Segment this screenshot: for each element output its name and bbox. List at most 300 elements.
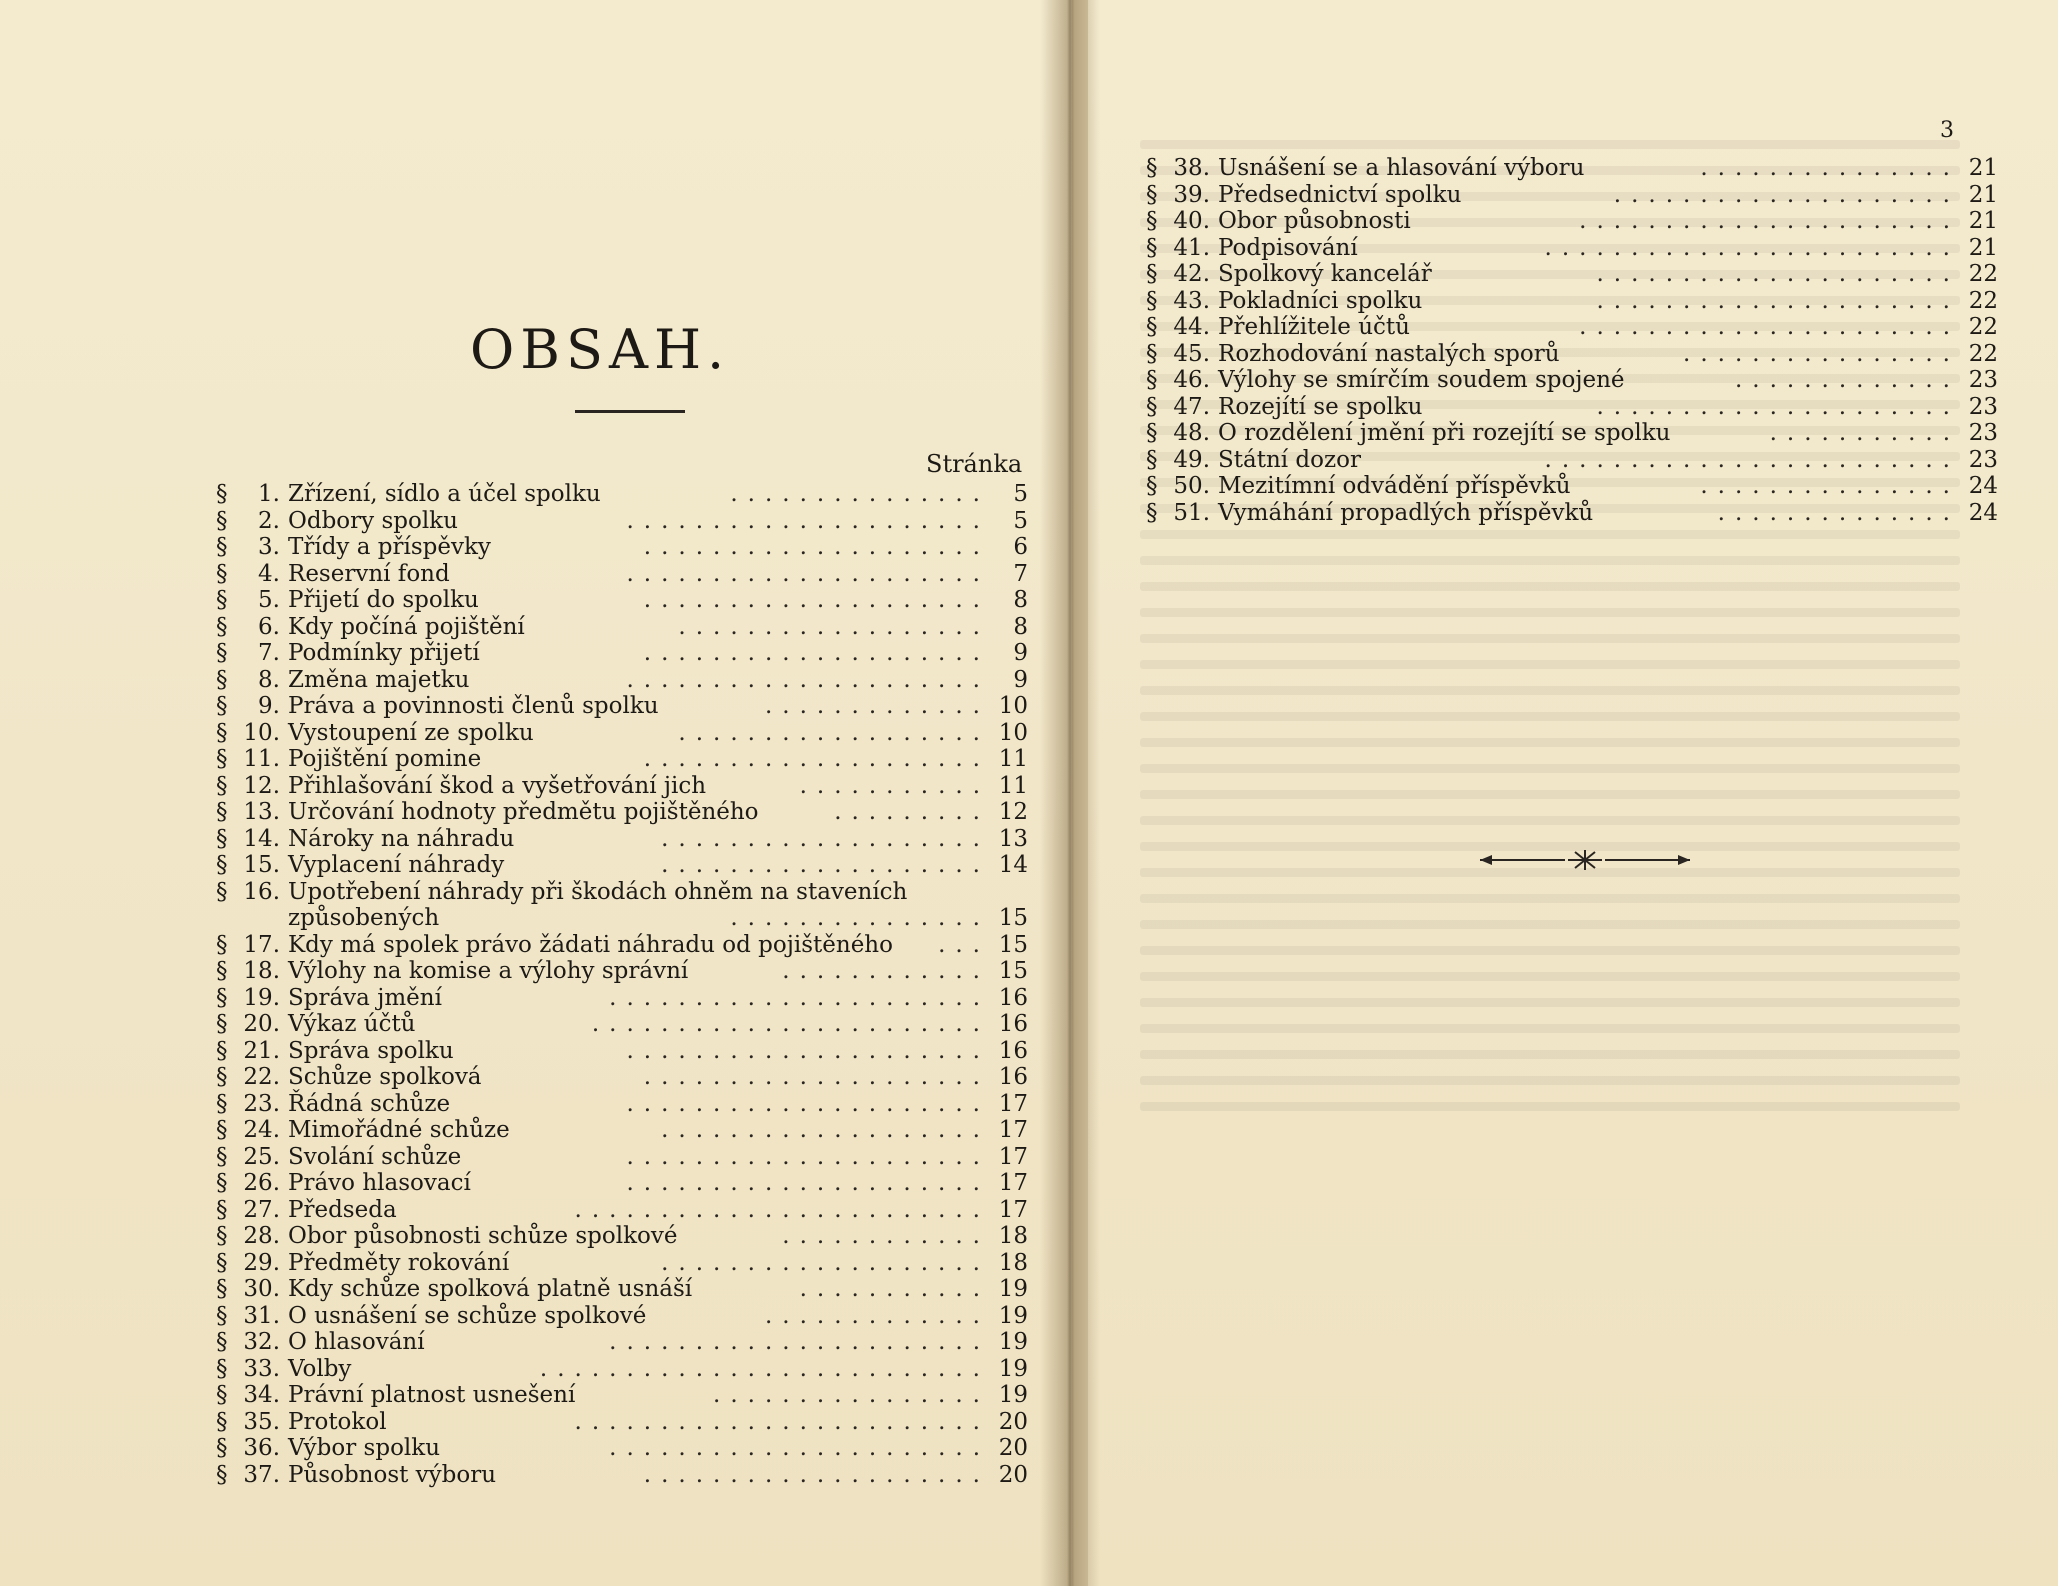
- toc-entry-number: 12.: [243, 772, 280, 799]
- toc-entry-number: 7.: [258, 640, 280, 666]
- toc-entry-title: Správa spolku: [288, 1037, 454, 1064]
- toc-entry-number: 35.: [243, 1408, 280, 1435]
- toc-entry-page: 15: [998, 958, 1028, 984]
- section-symbol: §: [216, 746, 228, 772]
- section-symbol: §: [216, 1143, 228, 1170]
- toc-entry-page: 23: [1968, 393, 1998, 420]
- toc-entry-title: Předměty rokování: [288, 1249, 510, 1276]
- toc-entry-page: 14: [998, 852, 1028, 878]
- toc-entry: [1146, 182, 1998, 209]
- toc-entry-page: 19: [998, 1355, 1028, 1382]
- toc-entry-page: 13: [998, 825, 1028, 852]
- toc-entry-page: 19: [998, 1302, 1028, 1329]
- section-symbol: §: [216, 878, 228, 905]
- toc-entry-number: 15.: [243, 852, 280, 878]
- toc-entry-number: 10.: [243, 719, 280, 746]
- dot-leader: .....................: [1596, 261, 1960, 287]
- dot-leader: ...: [938, 931, 990, 958]
- toc-entry-page: 22: [1968, 314, 1998, 340]
- toc-entry-number: 26.: [243, 1170, 280, 1196]
- dot-leader: .............: [1734, 367, 1960, 393]
- toc-entry-title: Vyplacení náhrady: [288, 852, 505, 878]
- toc-entry-page: 21: [1968, 155, 1998, 181]
- toc-entry-number: 47.: [1173, 393, 1210, 420]
- section-symbol: §: [216, 587, 228, 613]
- toc-entry: [1146, 208, 1998, 235]
- toc-entry-page: 23: [1968, 446, 1998, 473]
- section-symbol: §: [216, 481, 228, 507]
- toc-entry-page: 23: [1968, 420, 1998, 446]
- section-symbol: §: [1146, 473, 1158, 499]
- toc-entry-title: Schůze spolková: [288, 1064, 482, 1090]
- section-symbol: §: [216, 958, 228, 984]
- section-symbol: §: [1146, 420, 1158, 446]
- dot-leader: ...........: [799, 772, 990, 799]
- toc-entry-title: Předsednictví spolku: [1218, 181, 1462, 208]
- toc-entry-page: 22: [1968, 261, 1998, 287]
- toc-entry-number: 49.: [1173, 446, 1210, 473]
- section-symbol: §: [1146, 446, 1158, 473]
- toc-entry-title: Třídy a příspěvky: [288, 534, 491, 560]
- section-symbol: §: [216, 1382, 228, 1408]
- toc-entry-title: Předseda: [288, 1196, 397, 1223]
- dot-leader: ....................: [643, 640, 990, 666]
- toc-entry-title: Výkaz účtů: [288, 1011, 416, 1037]
- toc-entry-title: Reservní fond: [288, 560, 450, 587]
- page-title: OBSAH.: [470, 318, 731, 381]
- section-symbol: §: [216, 1117, 228, 1143]
- toc-entry-number: 29.: [243, 1249, 280, 1276]
- dot-leader: ............: [782, 958, 990, 984]
- toc-entry-page: 11: [998, 772, 1028, 799]
- toc-entry-number: 31.: [243, 1302, 280, 1329]
- toc-entry: [216, 1038, 1028, 1065]
- toc-entry: [216, 534, 1028, 561]
- ornament-divider: [1480, 850, 1690, 870]
- dot-leader: ...............: [1700, 473, 1960, 499]
- section-symbol: §: [216, 852, 228, 878]
- toc-entry-number: 24.: [243, 1117, 280, 1143]
- toc-entry: [1146, 420, 1998, 447]
- toc-entry-number: 39.: [1173, 181, 1210, 208]
- dot-leader: .....................: [1596, 393, 1960, 420]
- dot-leader: .........: [834, 799, 990, 825]
- dot-leader: ..................: [678, 719, 990, 746]
- toc-entry: [216, 879, 1028, 932]
- toc-entry-page: 5: [1013, 507, 1028, 534]
- section-symbol: §: [216, 613, 228, 640]
- toc-entry-page: 16: [998, 1011, 1028, 1037]
- toc-entry: [216, 746, 1028, 773]
- dot-leader: ...............: [1700, 155, 1960, 181]
- toc-entry-title: Pokladníci spolku: [1218, 287, 1423, 314]
- toc-entry: [216, 587, 1028, 614]
- dot-leader: .....................: [1596, 287, 1960, 314]
- section-symbol: §: [216, 931, 228, 958]
- toc-entry-title: Přehlížitele účtů: [1218, 314, 1410, 340]
- toc-entry-number: 8.: [258, 666, 280, 693]
- toc-entry-number: 13.: [243, 799, 280, 825]
- toc-list-left: [216, 481, 1028, 1488]
- toc-entry-page: 5: [1013, 481, 1028, 507]
- toc-entry-title: Nároky na náhradu: [288, 825, 515, 852]
- toc-entry-title: Správa jmění: [288, 984, 442, 1011]
- dot-leader: .....................: [626, 507, 990, 534]
- toc-entry: [216, 1197, 1028, 1224]
- toc-entry: [216, 1064, 1028, 1091]
- toc-entry-number: 43.: [1173, 287, 1210, 314]
- book-gutter: [1040, 0, 1100, 1586]
- toc-entry-title: Přijetí do spolku: [288, 587, 479, 613]
- toc-entry-title: Změna majetku: [288, 666, 470, 693]
- section-symbol: §: [216, 534, 228, 560]
- title-rule: [575, 410, 685, 413]
- toc-entry: [216, 1011, 1028, 1038]
- toc-entry: [216, 508, 1028, 535]
- section-symbol: §: [216, 666, 228, 693]
- section-symbol: §: [216, 1170, 228, 1196]
- toc-entry: [216, 1170, 1028, 1197]
- toc-entry-page: 24: [1968, 499, 1998, 526]
- section-symbol: §: [1146, 314, 1158, 340]
- section-symbol: §: [1146, 499, 1158, 526]
- toc-entry: [216, 1091, 1028, 1118]
- section-symbol: §: [216, 1037, 228, 1064]
- toc-entry: [216, 799, 1028, 826]
- dot-leader: ..........................: [539, 1355, 990, 1382]
- toc-entry-number: 19.: [243, 984, 280, 1011]
- toc-entry-number: 21.: [243, 1037, 280, 1064]
- toc-entry: [216, 985, 1028, 1012]
- toc-entry-page: 24: [1968, 473, 1998, 499]
- toc-entry: [216, 640, 1028, 667]
- toc-entry-title: Pojištění pomine: [288, 746, 482, 772]
- toc-entry-page: 18: [998, 1249, 1028, 1276]
- column-header-page: Stránka: [926, 450, 1023, 478]
- dot-leader: ....................: [1613, 181, 1960, 208]
- toc-entry-page: 17: [998, 1090, 1028, 1117]
- toc-entry: [216, 481, 1028, 508]
- toc-entry-number: 38.: [1173, 155, 1210, 181]
- dot-leader: .....................: [626, 560, 990, 587]
- dot-leader: ....................: [643, 746, 990, 772]
- toc-entry-title: Svolání schůze: [288, 1143, 462, 1170]
- toc-entry-title: O rozdělení jmění při rozejítí se spolku: [1218, 420, 1671, 446]
- toc-entry-title: Řádná schůze: [288, 1090, 451, 1117]
- toc-entry-title: Odbory spolku: [288, 507, 458, 534]
- toc-entry-number: 37.: [243, 1461, 280, 1488]
- section-symbol: §: [216, 1276, 228, 1302]
- section-symbol: §: [216, 719, 228, 746]
- toc-entry: [1146, 473, 1998, 500]
- dot-leader: ................: [1683, 340, 1960, 367]
- toc-entry-title: Upotřebení náhrady při škodách ohněm na staveních způsobených: [288, 878, 908, 931]
- toc-entry: [1146, 288, 1998, 315]
- toc-entry-title: Vystoupení ze spolku: [288, 719, 534, 746]
- section-symbol: §: [216, 1090, 228, 1117]
- toc-entry-page: 17: [998, 1143, 1028, 1170]
- toc-entry-number: 28.: [243, 1223, 280, 1249]
- toc-entry: [216, 720, 1028, 747]
- toc-entry-number: 42.: [1173, 261, 1210, 287]
- section-symbol: §: [216, 1223, 228, 1249]
- toc-entry-title: Obor působnosti schůze spolkové: [288, 1223, 678, 1249]
- toc-entry-number: 22.: [243, 1064, 280, 1090]
- section-symbol: §: [216, 1435, 228, 1461]
- toc-entry-number: 14.: [243, 825, 280, 852]
- toc-entry-title: Státní dozor: [1218, 446, 1361, 473]
- toc-entry: [216, 932, 1028, 959]
- toc-entry-number: 1.: [258, 481, 280, 507]
- toc-entry-number: 41.: [1173, 234, 1210, 261]
- toc-entry-title: Zřízení, sídlo a účel spolku: [288, 481, 601, 507]
- toc-entry-title: Výbor spolku: [288, 1435, 441, 1461]
- dot-leader: .....................: [626, 1090, 990, 1117]
- toc-entry-title: Přihlašování škod a vyšetřování jich: [288, 772, 707, 799]
- dot-leader: .....................: [626, 1037, 990, 1064]
- toc-entry-number: 33.: [243, 1355, 280, 1382]
- toc-entry: [1146, 447, 1998, 474]
- toc-entry-number: 51.: [1173, 499, 1210, 526]
- section-symbol: §: [216, 1064, 228, 1090]
- section-symbol: §: [216, 560, 228, 587]
- dot-leader: ...........: [799, 1276, 990, 1302]
- section-symbol: §: [1146, 287, 1158, 314]
- toc-entry-number: 6.: [258, 613, 280, 640]
- dot-leader: ......................: [1579, 208, 1960, 234]
- dot-leader: ...............: [730, 905, 990, 931]
- toc-entry-title: Podmínky přijetí: [288, 640, 480, 666]
- toc-entry: [1146, 500, 1998, 527]
- toc-entry-page: 23: [1968, 367, 1998, 393]
- toc-entry: [216, 1382, 1028, 1409]
- dot-leader: ......................: [609, 984, 990, 1011]
- toc-entry: [216, 852, 1028, 879]
- toc-entry-page: 15: [998, 931, 1028, 958]
- toc-entry: [216, 1250, 1028, 1277]
- dot-leader: ....................: [643, 1461, 990, 1488]
- toc-entry-page: 17: [998, 1117, 1028, 1143]
- toc-entry-number: 16.: [243, 878, 280, 905]
- dot-leader: .....................: [626, 1170, 990, 1196]
- toc-entry: [216, 561, 1028, 588]
- toc-entry-number: 18.: [243, 958, 280, 984]
- toc-entry-page: 8: [1013, 613, 1028, 640]
- dot-leader: ...................: [661, 825, 990, 852]
- toc-entry: [216, 1462, 1028, 1489]
- section-symbol: §: [216, 1329, 228, 1355]
- toc-entry: [1146, 235, 1998, 262]
- toc-entry-number: 36.: [243, 1435, 280, 1461]
- dot-leader: ........................: [1544, 446, 1960, 473]
- toc-entry: [216, 1409, 1028, 1436]
- toc-entry-page: 20: [998, 1435, 1028, 1461]
- toc-entry-page: 9: [1013, 640, 1028, 666]
- toc-entry-page: 19: [998, 1329, 1028, 1355]
- section-symbol: §: [216, 825, 228, 852]
- toc-entry-number: 2.: [258, 507, 280, 534]
- dot-leader: ..................: [678, 613, 990, 640]
- toc-entry-number: 25.: [243, 1143, 280, 1170]
- section-symbol: §: [216, 1196, 228, 1223]
- toc-entry: [1146, 341, 1998, 368]
- toc-entry-title: Kdy počíná pojištění: [288, 613, 525, 640]
- dot-leader: ...............: [730, 481, 990, 507]
- toc-entry-title: Výlohy na komise a výlohy správní: [288, 958, 689, 984]
- toc-entry-page: 18: [998, 1223, 1028, 1249]
- toc-entry-number: 5.: [258, 587, 280, 613]
- toc-entry-title: Kdy schůze spolková platně usnáší: [288, 1276, 693, 1302]
- toc-entry-page: 7: [1013, 560, 1028, 587]
- section-symbol: §: [1146, 234, 1158, 261]
- toc-entry-title: Protokol: [288, 1408, 387, 1435]
- toc-entry-title: O usnášení se schůze spolkové: [288, 1302, 647, 1329]
- section-symbol: §: [216, 984, 228, 1011]
- toc-entry: [216, 1276, 1028, 1303]
- toc-entry-page: 10: [998, 693, 1028, 719]
- dot-leader: ..............: [1717, 499, 1960, 526]
- section-symbol: §: [216, 1302, 228, 1329]
- section-symbol: §: [216, 1249, 228, 1276]
- dot-leader: ....................: [643, 587, 990, 613]
- toc-entry-number: 34.: [243, 1382, 280, 1408]
- dot-leader: ......................: [609, 1329, 990, 1355]
- toc-entry: [216, 693, 1028, 720]
- toc-entry-title: Spolkový kancelář: [1218, 261, 1432, 287]
- toc-entry-page: 22: [1968, 287, 1998, 314]
- toc-entry-title: Určování hodnoty předmětu pojištěného: [288, 799, 759, 825]
- toc-entry-title: Právo hlasovací: [288, 1170, 471, 1196]
- toc-entry-title: Rozhodování nastalých sporů: [1218, 340, 1560, 367]
- toc-entry-title: Vymáhání propadlých příspěvků: [1218, 499, 1594, 526]
- toc-entry-number: 3.: [258, 534, 280, 560]
- toc-entry-number: 9.: [258, 693, 280, 719]
- dot-leader: ............: [782, 1223, 990, 1249]
- toc-entry: [216, 1329, 1028, 1356]
- section-symbol: §: [216, 507, 228, 534]
- toc-entry-number: 27.: [243, 1196, 280, 1223]
- toc-entry-page: 8: [1013, 587, 1028, 613]
- toc-entry: [216, 1144, 1028, 1171]
- section-symbol: §: [1146, 261, 1158, 287]
- section-symbol: §: [1146, 367, 1158, 393]
- toc-entry-title: Usnášení se a hlasování výboru: [1218, 155, 1585, 181]
- toc-entry-page: 17: [998, 1196, 1028, 1223]
- section-symbol: §: [216, 1461, 228, 1488]
- toc-entry: [216, 667, 1028, 694]
- toc-entry-title: Mimořádné schůze: [288, 1117, 510, 1143]
- toc-entry: [216, 826, 1028, 853]
- toc-entry: [216, 1117, 1028, 1144]
- section-symbol: §: [216, 1355, 228, 1382]
- section-symbol: §: [1146, 208, 1158, 234]
- toc-entry: [216, 1356, 1028, 1383]
- dot-leader: .....................: [626, 666, 990, 693]
- dot-leader: ...................: [661, 1249, 990, 1276]
- toc-entry: [216, 1435, 1028, 1462]
- dot-leader: ........................: [574, 1196, 990, 1223]
- toc-entry-page: 21: [1968, 234, 1998, 261]
- toc-entry-page: 12: [998, 799, 1028, 825]
- toc-entry: [1146, 367, 1998, 394]
- toc-entry-page: 11: [998, 746, 1028, 772]
- dot-leader: ....................: [643, 1064, 990, 1090]
- toc-entry: [1146, 155, 1998, 182]
- toc-entry-number: 17.: [243, 931, 280, 958]
- toc-entry: [216, 614, 1028, 641]
- toc-entry-number: 20.: [243, 1011, 280, 1037]
- toc-entry-number: 30.: [243, 1276, 280, 1302]
- toc-entry: [1146, 314, 1998, 341]
- dot-leader: ......................: [609, 1435, 990, 1461]
- dot-leader: ...........: [1769, 420, 1960, 446]
- toc-entry-title: Působnost výboru: [288, 1461, 497, 1488]
- dot-leader: .............: [764, 693, 990, 719]
- toc-entry-page: 16: [998, 984, 1028, 1011]
- toc-entry-title: Podpisování: [1218, 234, 1358, 261]
- toc-entry-page: 19: [998, 1276, 1028, 1302]
- dot-leader: ........................: [1544, 234, 1960, 261]
- dot-leader: .......................: [591, 1011, 990, 1037]
- toc-list-right: [1146, 155, 1998, 526]
- toc-entry-number: 40.: [1173, 208, 1210, 234]
- toc-entry-number: 48.: [1173, 420, 1210, 446]
- toc-entry: [216, 1223, 1028, 1250]
- toc-entry-number: 23.: [243, 1090, 280, 1117]
- toc-entry: [1146, 394, 1998, 421]
- dot-leader: .............: [764, 1302, 990, 1329]
- toc-entry: [216, 1303, 1028, 1330]
- toc-entry-title: O hlasování: [288, 1329, 425, 1355]
- toc-entry-page: 21: [1968, 181, 1998, 208]
- toc-entry-number: 4.: [258, 560, 280, 587]
- toc-entry-page: 16: [998, 1064, 1028, 1090]
- section-symbol: §: [216, 1408, 228, 1435]
- toc-entry-title: Výlohy se smírčím soudem spojené: [1218, 367, 1625, 393]
- toc-entry-title: Kdy má spolek právo žádati náhradu od pojištěného: [288, 931, 893, 958]
- toc-entry-title: Právní platnost usnešení: [288, 1382, 576, 1408]
- toc-entry-page: 15: [998, 905, 1028, 931]
- dot-leader: ....................: [643, 534, 990, 560]
- section-symbol: §: [1146, 393, 1158, 420]
- toc-entry-page: 6: [1013, 534, 1028, 560]
- toc-entry-page: 22: [1968, 340, 1998, 367]
- dot-leader: ........................: [574, 1408, 990, 1435]
- section-symbol: §: [1146, 155, 1158, 181]
- toc-entry: [216, 773, 1028, 800]
- section-symbol: §: [216, 799, 228, 825]
- page-number: 3: [1940, 118, 1954, 143]
- toc-entry-page: 10: [998, 719, 1028, 746]
- toc-entry-number: 44.: [1173, 314, 1210, 340]
- toc-entry: [1146, 261, 1998, 288]
- dot-leader: ...................: [661, 852, 990, 878]
- section-symbol: §: [216, 640, 228, 666]
- toc-entry-number: 46.: [1173, 367, 1210, 393]
- toc-entry: [216, 958, 1028, 985]
- toc-entry-number: 50.: [1173, 473, 1210, 499]
- toc-entry-page: 17: [998, 1170, 1028, 1196]
- toc-entry-number: 11.: [243, 746, 280, 772]
- toc-entry-page: 9: [1013, 666, 1028, 693]
- dot-leader: ......................: [1579, 314, 1960, 340]
- section-symbol: §: [216, 772, 228, 799]
- section-symbol: §: [216, 693, 228, 719]
- toc-entry-page: 20: [998, 1461, 1028, 1488]
- toc-entry-number: 32.: [243, 1329, 280, 1355]
- toc-entry-page: 20: [998, 1408, 1028, 1435]
- toc-entry-number: 45.: [1173, 340, 1210, 367]
